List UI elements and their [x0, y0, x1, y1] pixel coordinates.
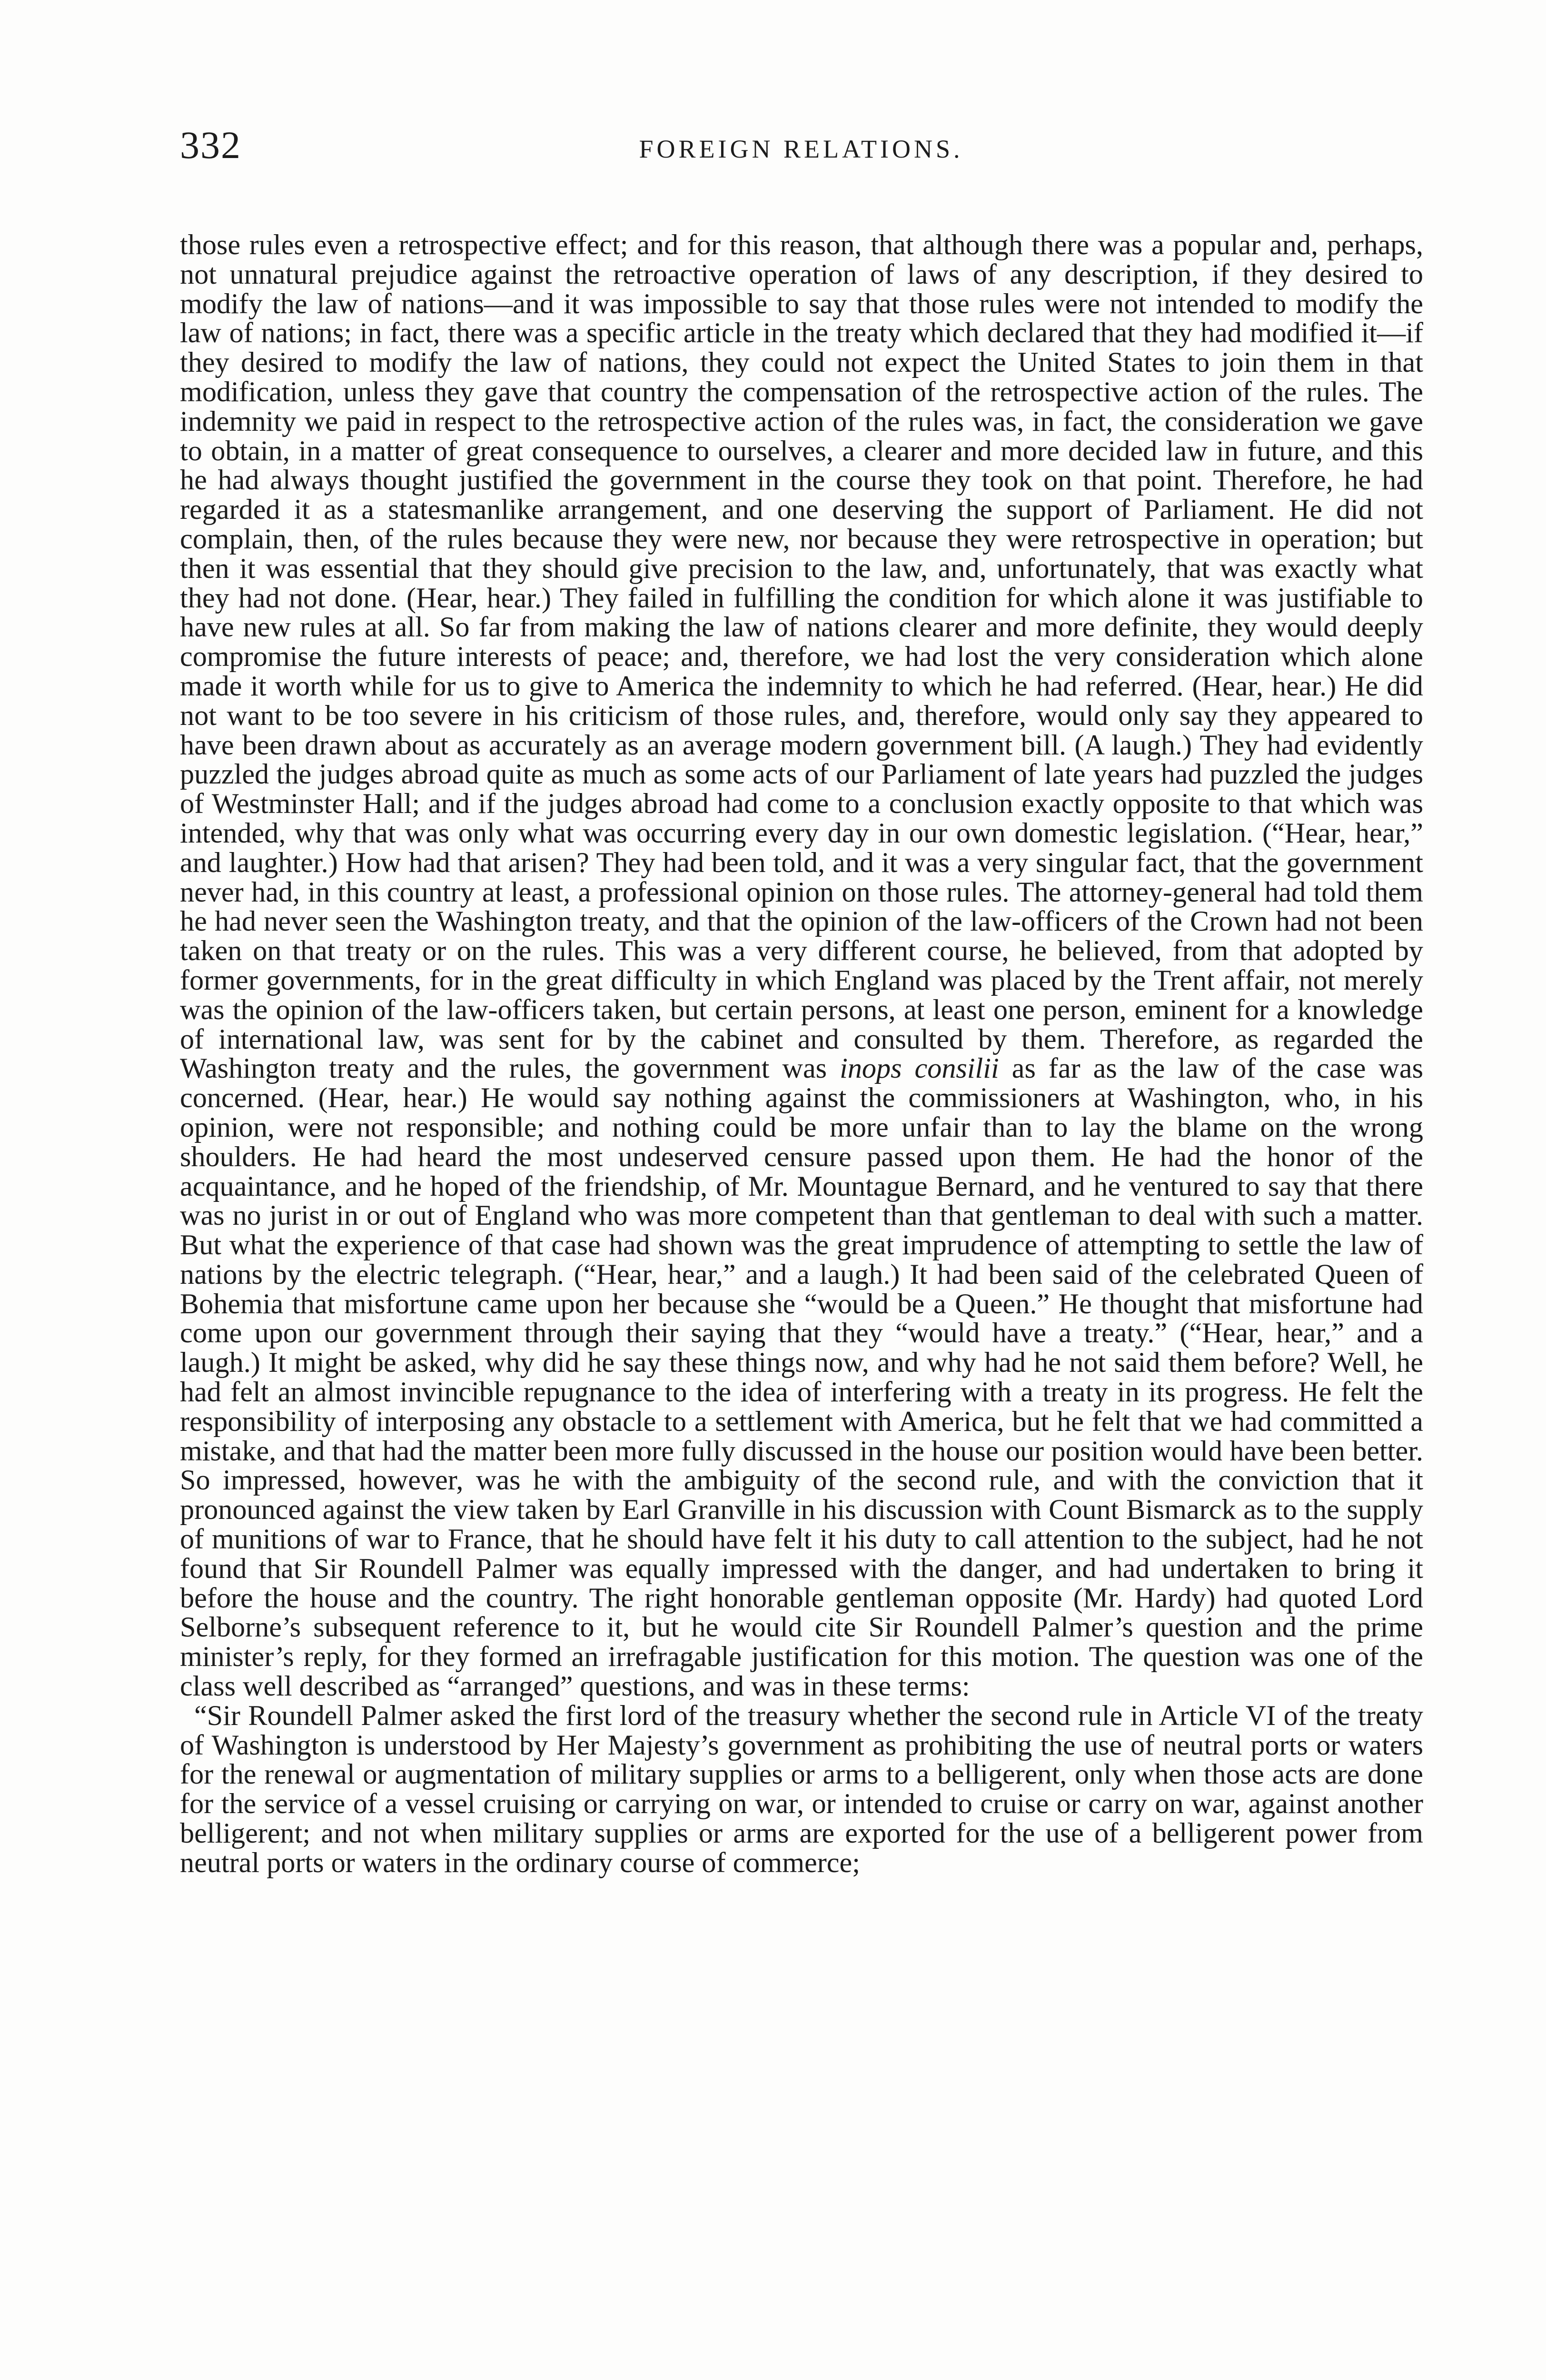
paragraph-1: [180, 230, 1423, 1701]
page-number: 332: [180, 123, 241, 167]
body-text: [180, 230, 1423, 2380]
running-head: [180, 119, 1422, 176]
latin-phrase: inops consilii: [840, 1052, 999, 1085]
paragraph-1-part-2: as far as the law of the case was concerned. (Hear, hear.) He would say nothing against the commissioners at Washington, who, in his opinion, were not responsible; and nothing could be more unfair than to lay the blame on the wrong shoulders. He had heard the most undeserved censure passed upon them. He had the honor of the acquaintance, and he hoped of the friendship, of Mr. Mountague Bernard, and he ventured to say that there was no jurist in or out of England who was more competent than that gentleman to deal with such a matter. But what the experience of that case had shown was the great imprudence of attempting to settle the law of nations by the electric telegraph. (“Hear, hear,” and a laugh.) It had been said of the celebrated Queen of Bohemia that misfortune came upon her because she “would be a Queen.” He thought that misfortune had come upon our government through their saying that they “would have a treaty.” (“Hear, hear,” and a laugh.) It might be asked, why did he say these things now, and why had he not said them before? Well, he had felt an almost invincible repugnance to the idea of interfering with a treaty in its progress. He felt the responsibility of interposing any obstacle to a settlement with America, but he felt that we had committed a mistake, and that had the matter been more fully discussed in the house our position would have been better. So impressed, however, was he with the ambiguity of the second rule, and with the conviction that it pronounced against the view taken by Earl Granville in his discussion with Count Bismarck as to the supply of munitions of war to France, that he should have felt it his duty to call attention to the subject, had he not found that Sir Roundell Palmer was equally impressed with the danger, and had undertaken to bring it before the house and the country. The right honorable gentleman opposite (Mr. Hardy) had quoted Lord Selborne’s subsequent reference to it, but he would cite Sir Roundell Palmer’s question and the prime minister’s reply, for they formed an irrefragable justification for this motion. The question was one of the class well described as “arranged” questions, and was in these terms:: [180, 1052, 1423, 1703]
paragraph-2-quotation: “Sir Roundell Palmer asked the first lord of the treasury whether the second rule in Article VI of the treaty of Washington is understood by Her Majesty’s government as prohibiting the use of neutral ports or waters for the renewal or augmentation of military supplies or arms to a belligerent, only when those acts are done for the service of a vessel cruising or carrying on war, or intended to cruise or carry on war, against another belligerent; and not when military supplies or arms are exported for the use of a belligerent power from neutral ports or waters in the ordinary course of commerce;: [180, 1699, 1423, 1879]
running-title: FOREIGN RELATIONS.: [639, 135, 963, 163]
paragraph-1-part-1: those rules even a retrospective effect; and for this reason, that although there was a popular and, perhaps, not unnatural prejudice against the retroactive operation of laws of any description, if they desired to modify the law of nations—and it was impossible to say that those rules were not intended to modify the law of nations; in fact, there was a specific article in the treaty which declared that they had modified it—if they desired to modify the law of nations, they could not expect the United States to join them in that modification, unless they gave that country the compensation of the retrospective action of the rules. The indemnity we paid in respect to the retrospective action of the rules was, in fact, the consideration we gave to obtain, in a matter of great consequence to ourselves, a clearer and more decided law in future, and this he had always thought justified the government in the course they took on that point. Therefore, he had regarded it as a statesmanlike arrangement, and one deserving the support of Parliament. He did not complain, then, of the rules because they were new, nor because they were retrospective in operation; but then it was essential that they should give precision to the law, and, unfortunately, that was exactly what they had not done. (Hear, hear.) They failed in fulfilling the condition for which alone it was justifiable to have new rules at all. So far from making the law of nations clearer and more definite, they would deeply compromise the future interests of peace; and, therefore, we had lost the very consideration which alone made it worth while for us to give to America the indemnity to which he had referred. (Hear, hear.) He did not want to be too severe in his criticism of those rules, and, therefore, would only say they appeared to have been drawn about as accurately as an average modern government bill. (A laugh.) They had evidently puzzled the judges abroad quite as much as some acts of our Parliament of late years had puzzled the judges of Westminster Hall; and if the judges abroad had come to a conclusion exactly opposite to that which was intended, why that was only what was occurring every day in our own domestic legislation. (“Hear, hear,” and laughter.) How had that arisen? They had been told, and it was a very singular fact, that the government never had, in this country at least, a professional opinion on those rules. The attorney-general had told them he had never seen the Washington treaty, and that the opinion of the law-officers of the Crown had not been taken on that treaty or on the rules. This was a very different course, he believed, from that adopted by former governments, for in the great difficulty in which England was placed by the Trent affair, not merely was the opinion of the law-officers taken, but certain persons, at least one person, eminent for a knowledge of international law, was sent for by the cabinet and consulted by them. Therefore, as regarded the Washington treaty and the rules, the government was: [180, 230, 1423, 1085]
